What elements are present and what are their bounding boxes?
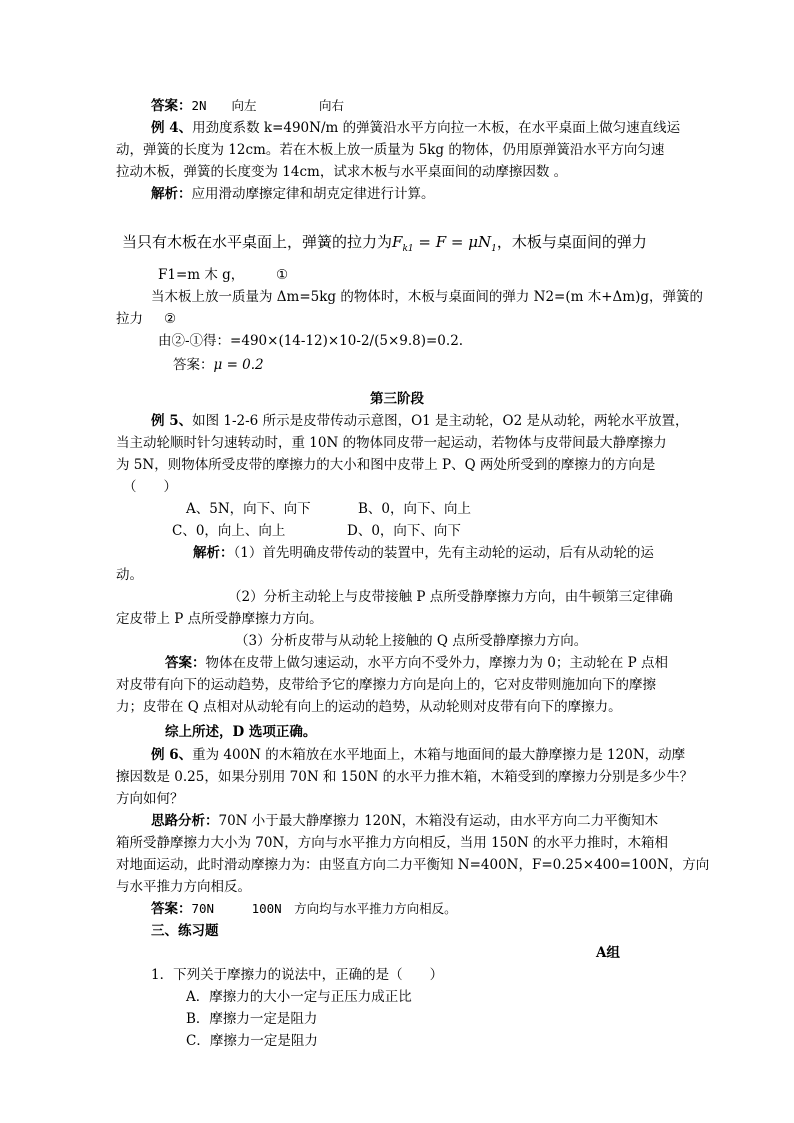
conclusion-line: 综上所述，D 选项正确。: [165, 724, 317, 740]
equation-1-marker: ①: [276, 267, 289, 283]
math-part: = F = μN: [413, 233, 492, 251]
thinking-text: 70N 小于最大静摩擦力 120N，木箱没有运动，由水平方向二力平衡知木: [218, 813, 659, 829]
example-6-line: [151, 746, 685, 764]
answer-label: 答案：: [151, 98, 192, 114]
analysis-line: [151, 185, 435, 203]
equation-text: F1=m 木 g，: [158, 267, 245, 283]
text-line: 当主动轮顺时针匀速转动时，重 10N 的物体同皮带一起运动，若物体与皮带间最大静摩擦力: [116, 435, 667, 451]
answer-text: 物体在皮带上做匀速运动，水平方向不受外力，摩擦力为 0；主动轮在 P 点相: [205, 655, 669, 671]
answer-label: 答案：: [151, 901, 192, 917]
equation-2-line: [116, 310, 143, 328]
math-subscript: k1: [402, 244, 414, 254]
text-line: 擦因数是 0.25，如果分别用 70N 和 150N 的水平力推木箱，木箱受到的摩擦力分别是多少牛？: [116, 769, 694, 785]
question-1: 1．下列关于摩擦力的说法中，正确的是（ ）: [151, 967, 444, 983]
answer-label: 答案：: [173, 357, 214, 373]
formula-line: [122, 233, 647, 258]
equation-1-line: [158, 266, 244, 284]
answer-line-4: [151, 900, 457, 918]
text-line: 定皮带上 P 点所受静摩擦力方向。: [116, 611, 323, 627]
answer-math: μ = 0.2: [213, 357, 264, 373]
text-line: 对皮带有向下的运动趋势，皮带给予它的摩擦力方向是向上的，它对皮带则施加向下的摩擦: [116, 677, 656, 693]
text-line: 动。: [116, 567, 143, 583]
formula-tail-text: ，木板与桌面间的弹力: [496, 233, 647, 251]
example-4-line: [151, 119, 680, 137]
answer-text: 70N 100N 方向均与水平推力方向相反。: [191, 901, 457, 916]
equation-2-marker: ②: [164, 311, 177, 327]
example-5-line: [151, 412, 688, 430]
exercise-heading: 三、练习题: [151, 923, 219, 939]
example-label: 例 4、: [151, 120, 193, 136]
question-1-option-a: A．摩擦力的大小一定与正压力成正比: [186, 989, 412, 1005]
answer-line-3: [165, 654, 668, 672]
example-label: 例 6、: [151, 747, 193, 763]
text-line: （3）分析皮带与从动轮上接触的 Q 点所受静摩擦力方向。: [235, 633, 588, 649]
equation-text: 拉力: [116, 311, 143, 327]
text-line: 当木板上放一质量为 Δm=5kg 的物体时，木板与桌面间的弹力 N2=(m 木+Δm)g，弹簧的: [151, 289, 703, 305]
analysis-label: 解析：: [151, 186, 192, 202]
option-c: C、0，向上、向上: [172, 523, 286, 539]
formula-math: [392, 233, 497, 254]
text-line: 动，弹簧的长度为 12cm。若在木板上放一质量为 5kg 的物体，仍用原弹簧沿水平方向匀速: [116, 142, 665, 158]
group-a-heading: A组: [596, 945, 620, 961]
text-line: 方向如何？: [116, 791, 184, 807]
example-text: 重为 400N 的木箱放在水平地面上，木箱与地面间的最大静摩擦力是 120N，动摩: [192, 747, 686, 763]
thinking-analysis-line: [151, 812, 658, 830]
math-part: F: [392, 233, 403, 251]
question-1-option-c: C．摩擦力一定是阻力: [186, 1033, 318, 1049]
section-heading: 第三阶段: [370, 391, 424, 407]
analysis-label: 解析：: [193, 545, 234, 561]
answer-line-1: [151, 97, 344, 115]
text-line: （2）分析主动轮上与皮带接触 P 点所受静摩擦力方向，由牛顿第三定律确: [228, 589, 673, 605]
answer-text: 2N 向左 向右: [191, 98, 345, 113]
analysis-text: （1）首先明确皮带传动的装置中，先有主动轮的运动，后有从动轮的运: [233, 545, 654, 561]
analysis-text: 应用滑动摩擦定律和胡克定律进行计算。: [191, 186, 435, 202]
formula-lead-text: 当只有木板在水平桌面上，弹簧的拉力为: [122, 233, 393, 251]
example-text: 如图 1-2-6 所示是皮带传动示意图，O1 是主动轮，O2 是从动轮，两轮水平放置，: [192, 413, 689, 429]
question-1-option-b: B．摩擦力一定是阻力: [186, 1011, 318, 1027]
text-line: 箱所受静摩擦力大小为 70N，方向与水平推力方向相反，当用 150N 的水平力推时，木箱相: [116, 835, 668, 851]
text-line: 对地面运动，此时滑动摩擦力为：由竖直方向二力平衡知 N=400N，F=0.25×400=100N，方向: [116, 857, 710, 873]
answer-line-2: [173, 356, 264, 374]
text-line: 与水平推力方向相反。: [116, 879, 251, 895]
option-b: B、0，向下、向上: [358, 501, 472, 517]
text-line: 为 5N，则物体所受皮带的摩擦力的大小和图中皮带上 P、Q 两处所受到的摩擦力的方向是: [116, 457, 656, 473]
answer-label: 答案：: [165, 655, 206, 671]
option-a: A、5N，向下、向下: [186, 501, 311, 517]
text-line: 力；皮带在 Q 点相对从动轮有向上的运动的趋势，从动轮则对皮带有向下的摩擦力。: [116, 699, 622, 715]
thinking-label: 思路分析：: [151, 813, 219, 829]
text-line: （ ）: [123, 479, 177, 495]
example-text: 用劲度系数 k=490N/m 的弹簧沿水平方向拉一木板，在水平桌面上做匀速直线运: [192, 120, 681, 136]
math-subscript: 1: [491, 244, 497, 254]
example-label: 例 5、: [151, 413, 193, 429]
calculation-line: 由②-①得：=490×(14-12)×10-2/(5×9.8)=0.2.: [158, 333, 464, 349]
analysis-line: [193, 544, 654, 562]
text-line: 拉动木板，弹簧的长度变为 14cm，试求木板与水平桌面间的动摩擦因数 。: [116, 164, 568, 180]
option-d: D、0，向下、向下: [347, 523, 461, 539]
